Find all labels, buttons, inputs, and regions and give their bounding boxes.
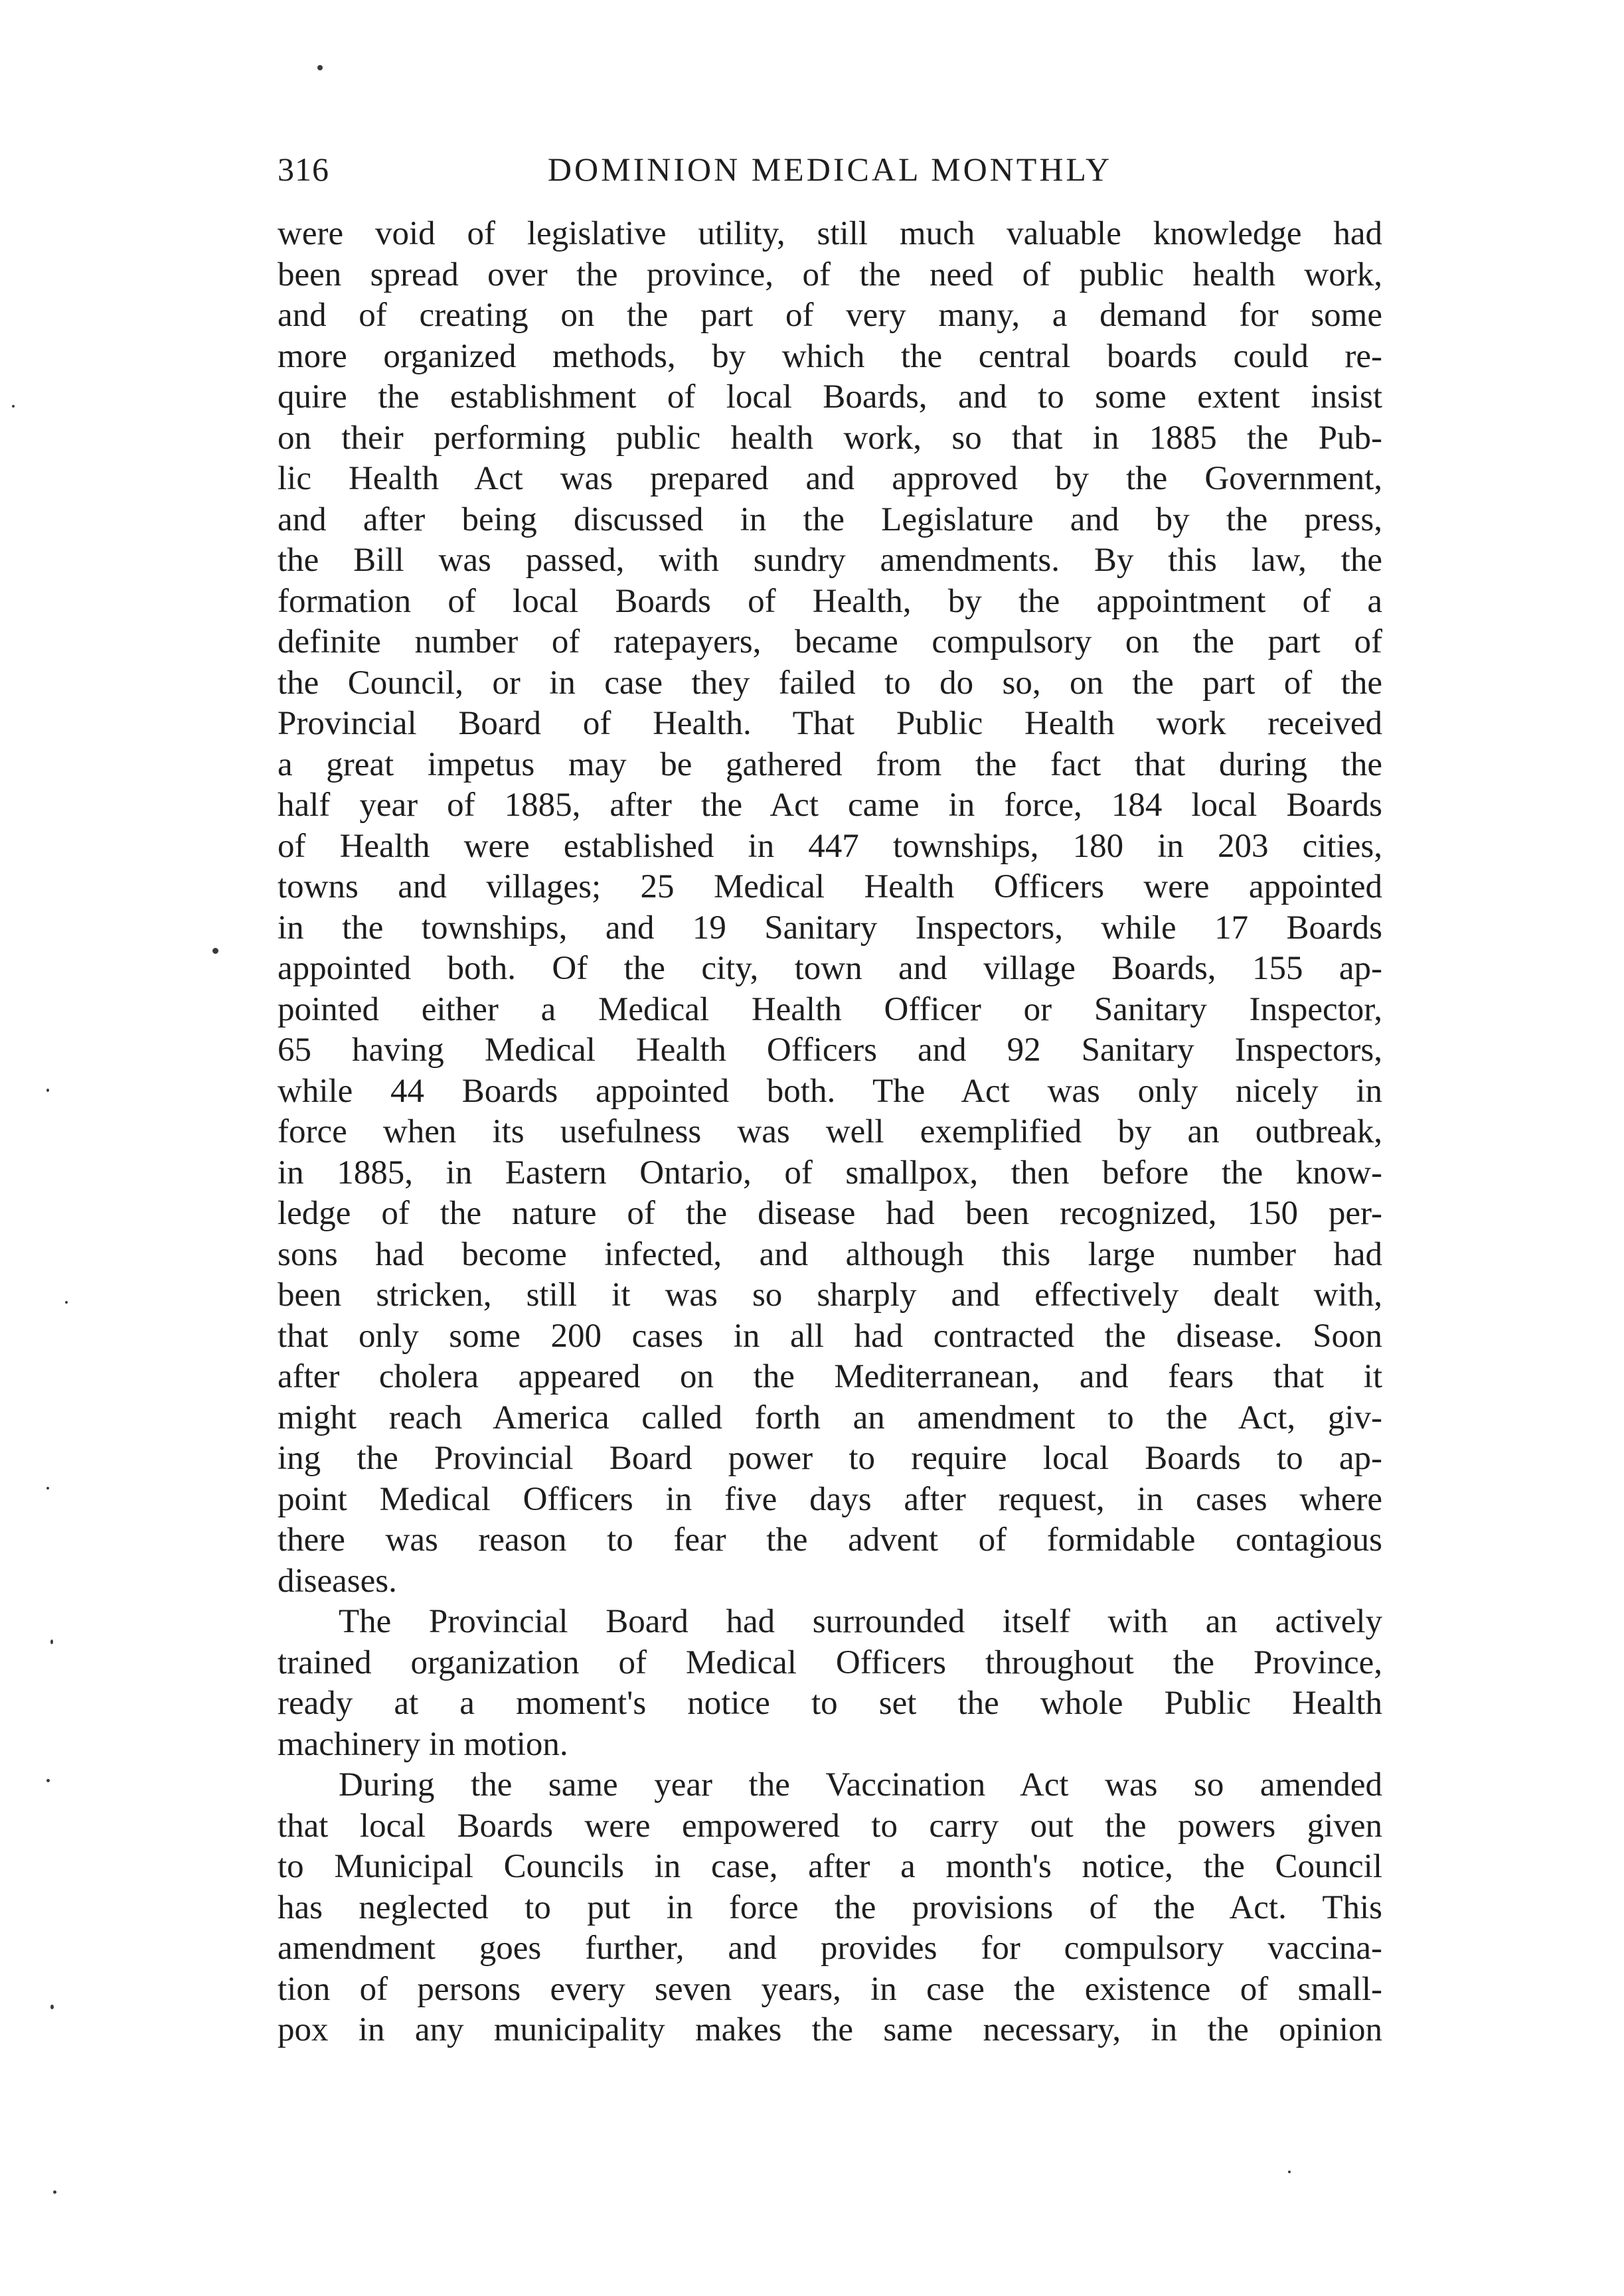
text-line: point Medical Officers in five days after request, in cases where bbox=[278, 1480, 1382, 1518]
text-line: amendment goes further, and provides for compulsory vaccina- bbox=[278, 1930, 1382, 1967]
text-line: a great impetus may be gathered from the fact that during the bbox=[278, 745, 1382, 783]
text-line: after cholera appeared on the Mediterranean, and fears that it bbox=[278, 1358, 1382, 1395]
scan-speck bbox=[12, 405, 15, 408]
text-line: trained organization of Medical Officers throughout the Province, bbox=[278, 1644, 1382, 1681]
text-line: ready at a moment's notice to set the whole Public Health bbox=[278, 1685, 1382, 1722]
text-line: formation of local Boards of Health, by the appointment of a bbox=[278, 582, 1382, 620]
scan-speck bbox=[46, 1089, 49, 1092]
scan-speck bbox=[50, 2005, 54, 2009]
text-line: diseases. bbox=[278, 1562, 397, 1600]
text-line: quire the establishment of local Boards, and to some extent insist bbox=[278, 378, 1382, 416]
text-line: pox in any municipality makes the same necessary, in the opinion bbox=[278, 2011, 1382, 2048]
text-line: there was reason to fear the advent of formidable contagious bbox=[278, 1521, 1382, 1559]
running-header bbox=[278, 150, 1382, 196]
text-line: on their performing public health work, so that in 1885 the Pub- bbox=[278, 419, 1382, 457]
scan-speck bbox=[212, 948, 218, 954]
text-line: tion of persons every seven years, in case the existence of small- bbox=[278, 1970, 1382, 2008]
text-line: to Municipal Councils in case, after a month's notice, the Council bbox=[278, 1848, 1382, 1885]
article-body bbox=[278, 214, 1382, 2051]
text-line: ing the Provincial Board power to require local Boards to ap- bbox=[278, 1440, 1382, 1477]
text-line: During the same year the Vaccination Act was so amended bbox=[339, 1766, 1382, 1803]
text-line: that local Boards were empowered to carry out the powers given bbox=[278, 1807, 1382, 1845]
scan-speck bbox=[46, 1779, 50, 1782]
scan-speck bbox=[65, 1301, 68, 1304]
text-line: while 44 Boards appointed both. The Act was only nicely in bbox=[278, 1072, 1382, 1110]
text-line: The Provincial Board had surrounded itself with an actively bbox=[339, 1603, 1382, 1640]
text-line: and after being discussed in the Legislature and by the press, bbox=[278, 500, 1382, 538]
text-line: pointed either a Medical Health Officer or Sanitary Inspector, bbox=[278, 990, 1382, 1028]
text-line: machinery in motion. bbox=[278, 1725, 568, 1763]
scan-speck bbox=[317, 65, 323, 70]
text-line: appointed both. Of the city, town and village Boards, 155 ap- bbox=[278, 950, 1382, 987]
text-line: sons had become infected, and although this large number had bbox=[278, 1235, 1382, 1273]
text-line: and of creating on the part of very many, a demand for some bbox=[278, 297, 1382, 334]
text-line: towns and villages; 25 Medical Health Officers were appointed bbox=[278, 868, 1382, 905]
text-line: been stricken, still it was so sharply and effectively dealt with, bbox=[278, 1276, 1382, 1314]
text-line: has neglected to put in force the provisions of the Act. This bbox=[278, 1888, 1382, 1926]
text-line: the Council, or in case they failed to do so, on the part of the bbox=[278, 664, 1382, 702]
scan-speck bbox=[53, 2190, 56, 2194]
scan-speck bbox=[1288, 2171, 1291, 2173]
text-line: in the townships, and 19 Sanitary Inspectors, while 17 Boards bbox=[278, 909, 1382, 947]
page-number: 316 bbox=[278, 151, 329, 188]
text-line: might reach America called forth an amendment to the Act, giv- bbox=[278, 1399, 1382, 1436]
text-line: of Health were established in 447 townships, 180 in 203 cities, bbox=[278, 827, 1382, 865]
journal-title: DOMINION MEDICAL MONTHLY bbox=[547, 151, 1113, 188]
text-line: half year of 1885, after the Act came in force, 184 local Boards bbox=[278, 787, 1382, 824]
text-line: definite number of ratepayers, became compulsory on the part of bbox=[278, 623, 1382, 660]
text-line: lic Health Act was prepared and approved by the Government, bbox=[278, 460, 1382, 497]
text-line: were void of legislative utility, still much valuable knowledge had bbox=[278, 215, 1382, 252]
text-line: that only some 200 cases in all had contracted the disease. Soon bbox=[278, 1317, 1382, 1355]
text-line: been spread over the province, of the need of public health work, bbox=[278, 256, 1382, 293]
scan-speck bbox=[46, 1487, 49, 1490]
text-line: more organized methods, by which the central boards could re- bbox=[278, 337, 1382, 375]
text-line: Provincial Board of Health. That Public Health work received bbox=[278, 705, 1382, 742]
text-line: ledge of the nature of the disease had been recognized, 150 per- bbox=[278, 1195, 1382, 1232]
text-line: the Bill was passed, with sundry amendments. By this law, the bbox=[278, 542, 1382, 579]
text-line: 65 having Medical Health Officers and 92 Sanitary Inspectors, bbox=[278, 1032, 1382, 1069]
text-line: in 1885, in Eastern Ontario, of smallpox, then before the know- bbox=[278, 1154, 1382, 1191]
scan-speck bbox=[50, 1640, 53, 1644]
text-line: force when its usefulness was well exemplified by an outbreak, bbox=[278, 1113, 1382, 1150]
